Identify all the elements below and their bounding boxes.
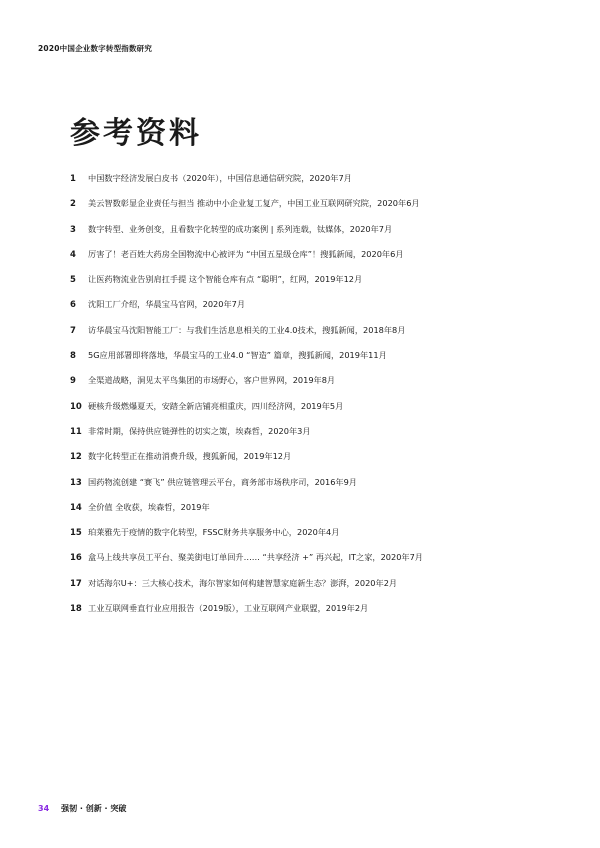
reference-number: 1	[70, 174, 76, 184]
reference-text: 硬核升级燃爆夏天，安踏全新店铺亮相重庆，四川经济网，2019年5月	[88, 400, 344, 411]
list-item	[70, 198, 570, 223]
reference-text: 数字化转型正在推动消费升级，搜狐新闻，2019年12月	[88, 451, 292, 462]
list-item	[70, 325, 570, 350]
reference-text: 工业互联网垂直行业应用报告（2019版），工业互联网产业联盟，2019年2月	[88, 603, 369, 614]
list-item	[70, 173, 570, 198]
list-item	[70, 350, 570, 375]
list-item	[70, 299, 570, 324]
reference-number: 4	[70, 249, 76, 260]
reference-number: 14	[70, 502, 82, 513]
list-item	[70, 426, 570, 451]
reference-text: 数字转型、业务创变，且看数字化转型的成功案例 | 系列连载，钛媒体，2020年7月	[88, 223, 393, 234]
reference-number: 18	[70, 604, 82, 615]
reference-text: 珀莱雅先于疫情的数字化转型，FSSC财务共享服务中心，2020年4月	[88, 527, 340, 538]
reference-number: 5	[70, 275, 76, 286]
list-item	[70, 451, 570, 476]
reference-number: 6	[70, 300, 76, 311]
list-item	[70, 401, 570, 426]
reference-number: 12	[70, 452, 82, 463]
list-item	[70, 249, 570, 274]
list-item	[70, 552, 570, 577]
reference-number: 17	[70, 578, 82, 589]
page-number: 34	[38, 804, 50, 813]
reference-text: 全渠道战略，洞见太平鸟集团的市场野心，客户世界网，2019年8月	[88, 375, 336, 386]
reference-number: 9	[70, 376, 76, 387]
reference-number: 13	[70, 477, 82, 488]
reference-text: 5G应用部署即将落地，华晨宝马的工业4.0 “智造” 篇章，搜狐新闻，2019年11月	[88, 350, 387, 361]
list-item	[70, 527, 570, 552]
reference-text: 让医药物流业告别肩扛手提 这个智能仓库有点 “聪明”，红网，2019年12月	[88, 274, 363, 285]
reference-number: 11	[70, 426, 82, 437]
list-item	[70, 375, 570, 400]
reference-text: 国药物流创建 “赛飞” 供应链管理云平台，商务部市场秩序司，2016年9月	[88, 476, 357, 487]
list-item	[70, 477, 570, 502]
reference-text: 中国数字经济发展白皮书（2020年），中国信息通信研究院，2020年7月	[88, 173, 352, 183]
reference-number: 8	[70, 351, 76, 362]
reference-number: 3	[70, 224, 76, 235]
list-item	[70, 578, 570, 603]
reference-text: 沈阳工厂介绍，华晨宝马官网，2020年7月	[88, 299, 246, 310]
reference-text: 访华晨宝马沈阳智能工厂：与我们生活息息相关的工业4.0技术，搜狐新闻，2018年8月	[88, 324, 406, 335]
running-header: 2020中国企业数字转型指数研究	[38, 44, 153, 53]
reference-number: 10	[70, 401, 82, 412]
list-item	[70, 274, 570, 299]
reference-number: 2	[70, 199, 76, 210]
reference-text: 对话海尔U+：三大核心技术，海尔智家如何构建智慧家庭新生态？澎湃，2020年2月	[88, 577, 398, 588]
reference-number: 16	[70, 553, 82, 564]
page-title: 参考资料	[70, 116, 202, 151]
reference-list	[70, 173, 570, 628]
reference-text: 美云智数彰显企业责任与担当 推动中小企业复工复产，中国工业互联网研究院，2020年6月	[88, 198, 420, 209]
list-item	[70, 224, 570, 249]
page-footer	[38, 803, 126, 814]
reference-text: 厉害了！老百姓大药房全国物流中心被评为 “中国五星级仓库”！搜狐新闻，2020年6月	[88, 248, 404, 259]
reference-text: 盒马上线共享员工平台、聚美街电订单回升…… “共享经济 +” 再兴起，IT之家，2020年7月	[88, 552, 423, 563]
list-item	[70, 603, 570, 628]
reference-number: 7	[70, 325, 76, 336]
footer-tagline: 强韧 · 创新 · 突破	[61, 804, 127, 813]
reference-number: 15	[70, 528, 82, 539]
reference-text: 非常时期，保持供应链弹性的切实之策，埃森哲，2020年3月	[88, 425, 311, 436]
reference-text: 全价值 全收获，埃森哲，2019年	[88, 501, 210, 512]
list-item	[70, 502, 570, 527]
